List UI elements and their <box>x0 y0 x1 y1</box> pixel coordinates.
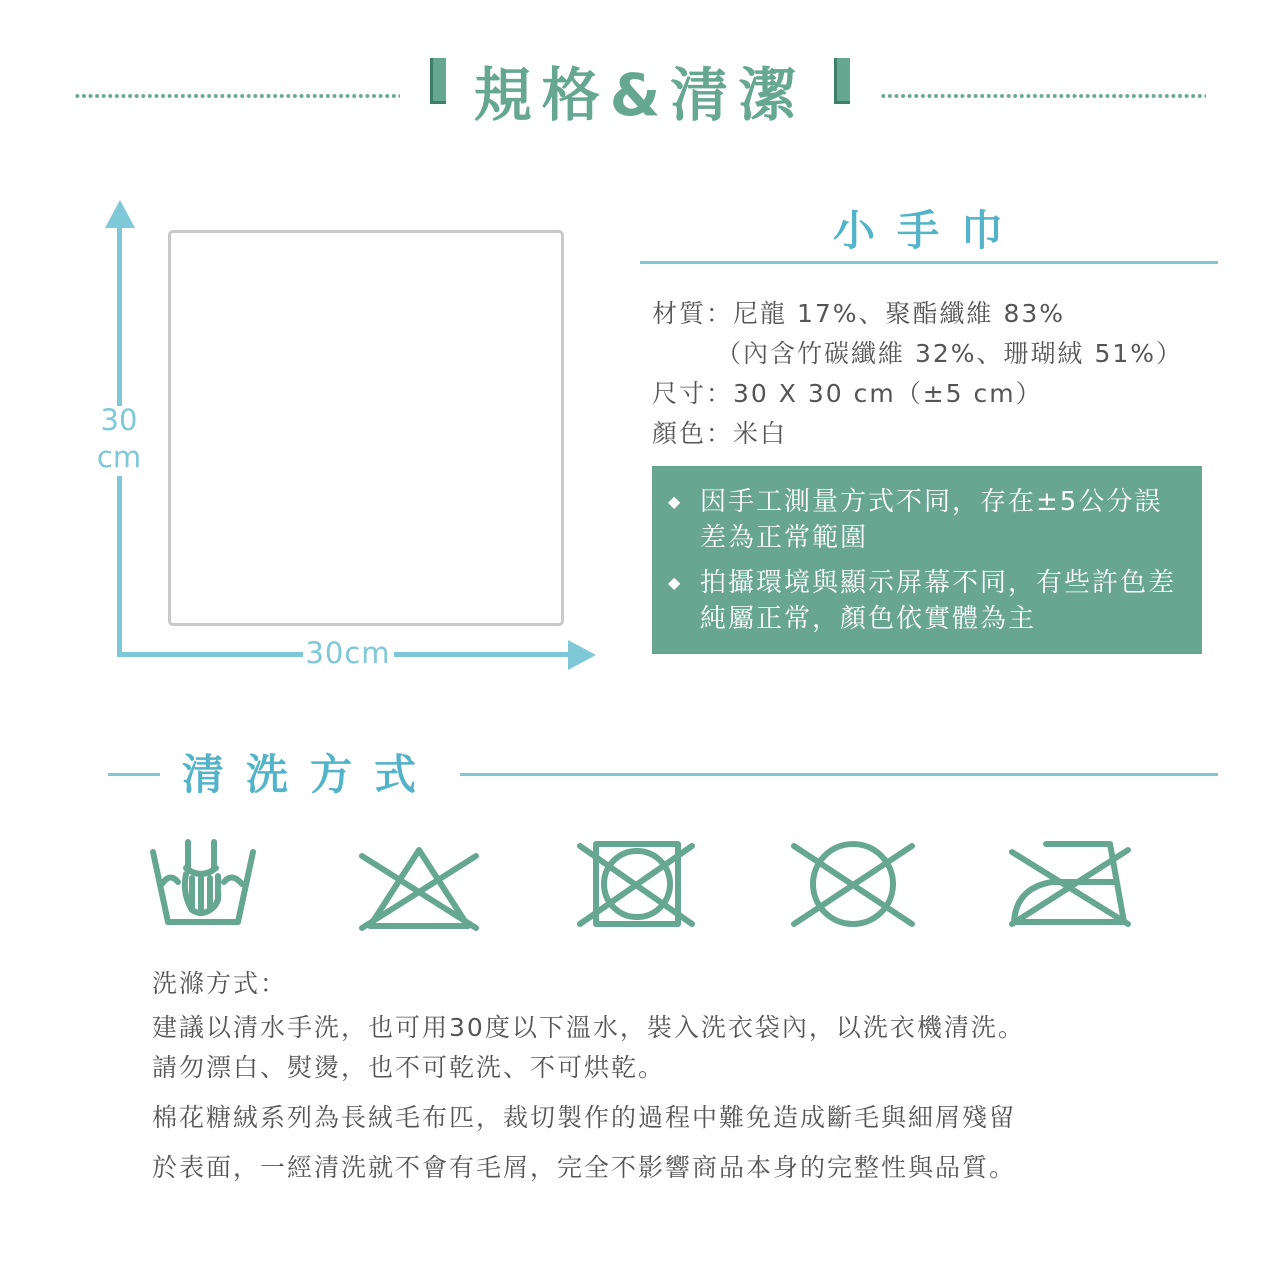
wash-line-left <box>108 773 160 776</box>
wash-line-right <box>460 773 1218 776</box>
wash-warning-line: 請勿漂白、熨燙，也不可乾洗、不可烘乾。 <box>152 1053 666 1082</box>
product-name: 小手巾 <box>832 206 1025 255</box>
no-dry-clean-icon <box>788 840 918 930</box>
spec-material-detail: （內含竹碳纖維 32%、珊瑚絨 51%） <box>716 339 1184 368</box>
note-item <box>668 484 1188 556</box>
no-bleach-icon <box>356 842 482 934</box>
note-text: 拍攝環境與顯示屏幕不同，有些許色差純屬正常，顏色依實體為主 <box>700 568 1177 634</box>
notes-box <box>652 466 1202 654</box>
diamond-bullet-icon: ◆ <box>668 573 683 592</box>
note-text: 因手工測量方式不同，存在±5公分誤差為正常範圍 <box>700 487 1163 553</box>
wash-note-line: 於表面，一經清洗就不會有毛屑，完全不影響商品本身的完整性與品質。 <box>152 1153 1017 1182</box>
horizontal-arrow-head <box>568 640 596 670</box>
towel-outline <box>168 230 564 626</box>
page-title: 規格&清潔 <box>473 61 807 129</box>
height-label <box>92 402 146 476</box>
wash-method-label: 洗滌方式： <box>152 969 288 998</box>
height-label-value: 30 cm <box>96 403 142 474</box>
no-iron-icon <box>1006 838 1132 930</box>
spec-size: 尺寸：30 X 30 cm（±5 cm） <box>652 379 1043 408</box>
horizontal-dimension-line-left <box>117 652 303 657</box>
product-divider <box>640 261 1218 264</box>
vertical-dimension-line-top <box>117 226 122 406</box>
horizontal-dimension-line-right <box>394 652 570 657</box>
hand-wash-icon <box>148 838 258 930</box>
width-label: 30cm <box>305 636 391 670</box>
spec-color: 顏色：米白 <box>652 419 788 448</box>
no-tumble-dry-icon <box>576 840 696 930</box>
vertical-dimension-line-bottom <box>117 476 122 657</box>
vertical-arrow-head <box>105 200 135 228</box>
wash-instruction-line: 建議以清水手洗，也可用30度以下溫水，裝入洗衣袋內，以洗衣機清洗。 <box>152 1013 1025 1042</box>
wash-section-title: 清洗方式 <box>181 750 438 799</box>
diamond-bullet-icon: ◆ <box>668 492 683 511</box>
spec-material: 材質：尼龍 17%、聚酯纖維 83% <box>652 299 1066 328</box>
note-item <box>668 565 1188 637</box>
wash-note-line: 棉花糖絨系列為長絨毛布匹，裁切製作的過程中難免造成斷毛與細屑殘留 <box>152 1103 1017 1132</box>
